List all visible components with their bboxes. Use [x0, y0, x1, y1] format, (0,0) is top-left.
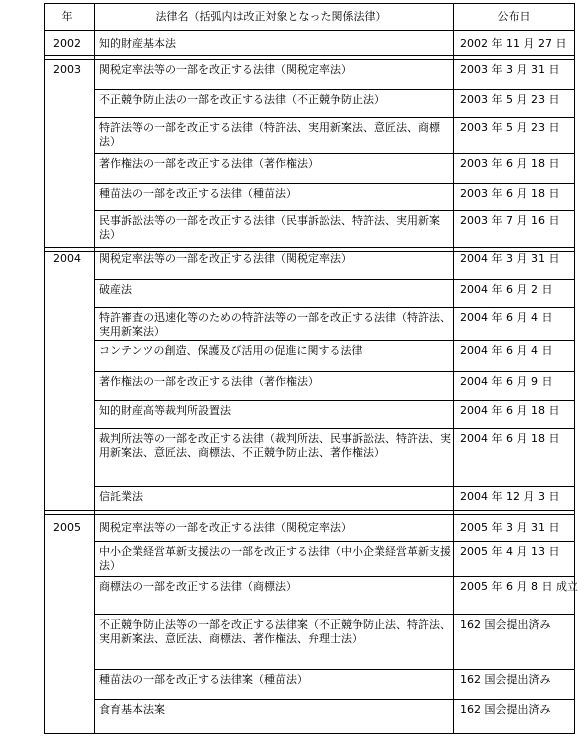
row-law-name: 特許審査の迅速化等のための特許法等の一部を改正する法律（特許法、実用新案法）: [99, 311, 451, 338]
row-date: 2005 年 3 月 31 日: [460, 521, 560, 534]
row-date: 2003 年 3 月 31 日: [460, 63, 560, 76]
row-separator: [94, 541, 574, 542]
row-separator: [94, 371, 574, 372]
row-date: 2002 年 11 月 27 日: [460, 37, 567, 50]
row-date: 162 国会提出済み: [460, 618, 551, 631]
row-law-name: 種苗法の一部を改正する法律（種苗法）: [99, 187, 297, 200]
group-bottom-border: [44, 247, 574, 248]
row-year: 2005: [53, 521, 81, 534]
row-law-name: 商標法の一部を改正する法律（商標法）: [99, 580, 297, 593]
row-separator: [94, 89, 574, 90]
row-law-name: 関税定率法等の一部を改正する法律（関税定率法）: [99, 521, 352, 534]
header-date: 公布日: [497, 10, 531, 23]
row-separator: [94, 614, 574, 615]
row-law-name: 特許法等の一部を改正する法律（特許法、実用新案法、意匠法、商標法）: [99, 121, 440, 148]
group-bottom-border: [44, 510, 574, 511]
row-date: 2004 年 6 月 18 日: [460, 404, 560, 417]
group-bottom-border: [44, 55, 574, 56]
row-date: 2005 年 4 月 13 日: [460, 545, 560, 558]
row-date: 2004 年 3 月 31 日: [460, 252, 560, 265]
row-law-name: 知的財産基本法: [99, 37, 176, 50]
header-year: 年: [61, 10, 73, 23]
row-date: 2004 年 6 月 9 日: [460, 375, 553, 388]
row-date: 2003 年 7 月 16 日: [460, 214, 560, 227]
row-separator: [94, 428, 574, 429]
header-law-name: 法律名（括弧内は改正対象となった関係法律）: [155, 10, 387, 23]
row-date: 162 国会提出済み: [460, 703, 551, 716]
row-law-name: 食育基本法案: [99, 703, 165, 716]
row-law-name: 著作権法の一部を改正する法律（著作権法）: [99, 375, 319, 388]
row-law-name: 著作権法の一部を改正する法律（著作権法）: [99, 157, 319, 170]
row-law-name: 種苗法の一部を改正する法律案（種苗法）: [99, 673, 308, 686]
date-column-divider: [453, 3, 454, 734]
row-law-name: コンテンツの創造、保護及び活用の促進に関する法律: [99, 344, 363, 357]
header-bottom-border: [44, 30, 574, 31]
row-year: 2004: [53, 252, 81, 265]
row-date: 2004 年 6 月 4 日: [460, 311, 553, 324]
row-separator: [94, 307, 574, 308]
row-date: 2004 年 6 月 18 日: [460, 432, 560, 445]
row-law-name: 破産法: [99, 283, 132, 296]
row-law-name: 関税定率法等の一部を改正する法律（関税定率法）: [99, 63, 352, 76]
row-separator: [94, 340, 574, 341]
row-date: 2005 年 6 月 8 日 成立: [460, 580, 578, 593]
row-separator: [94, 699, 574, 700]
table-top-border: [44, 3, 574, 4]
group-top-border: [44, 514, 574, 515]
row-separator: [94, 400, 574, 401]
row-year: 2002: [53, 37, 81, 50]
row-law-name: 信託業法: [99, 490, 143, 503]
row-separator: [94, 279, 574, 280]
row-law-name: 裁判所法等の一部を改正する法律（裁判所法、民事訴訟法、特許法、実用新案法、意匠法、商標法、不正競争防止法、著作権法）: [99, 432, 451, 459]
row-date: 2004 年 6 月 4 日: [460, 344, 553, 357]
row-separator: [94, 669, 574, 670]
row-law-name: 知的財産高等裁判所設置法: [99, 404, 231, 417]
row-law-name: 民事訴訟法等の一部を改正する法律（民事訴訟法、特許法、実用新案法）: [99, 214, 440, 241]
row-separator: [94, 486, 574, 487]
row-law-name: 不正競争防止法等の一部を改正する法律案（不正競争防止法、特許法、実用新案法、意匠法、商標法、著作権法、弁理士法）: [99, 618, 451, 645]
row-date: 2003 年 5 月 23 日: [460, 121, 560, 134]
row-date: 162 国会提出済み: [460, 673, 551, 686]
row-separator: [94, 183, 574, 184]
row-law-name: 中小企業経営革新支援法の一部を改正する法律（中小企業経営革新支援法）: [99, 545, 451, 572]
row-separator: [94, 210, 574, 211]
row-law-name: 関税定率法等の一部を改正する法律（関税定率法）: [99, 252, 352, 265]
group-top-border: [44, 59, 574, 60]
table-bottom-border: [44, 733, 574, 734]
year-column-divider: [94, 3, 95, 734]
row-separator: [94, 153, 574, 154]
table-left-border: [44, 3, 45, 734]
row-separator: [94, 117, 574, 118]
row-law-name: 不正競争防止法の一部を改正する法律（不正競争防止法）: [99, 93, 385, 106]
row-date: 2004 年 12 月 3 日: [460, 490, 560, 503]
row-separator: [94, 576, 574, 577]
row-date: 2003 年 6 月 18 日: [460, 157, 560, 170]
row-date: 2003 年 6 月 18 日: [460, 187, 560, 200]
row-year: 2003: [53, 63, 81, 76]
row-date: 2003 年 5 月 23 日: [460, 93, 560, 106]
row-date: 2004 年 6 月 2 日: [460, 283, 553, 296]
